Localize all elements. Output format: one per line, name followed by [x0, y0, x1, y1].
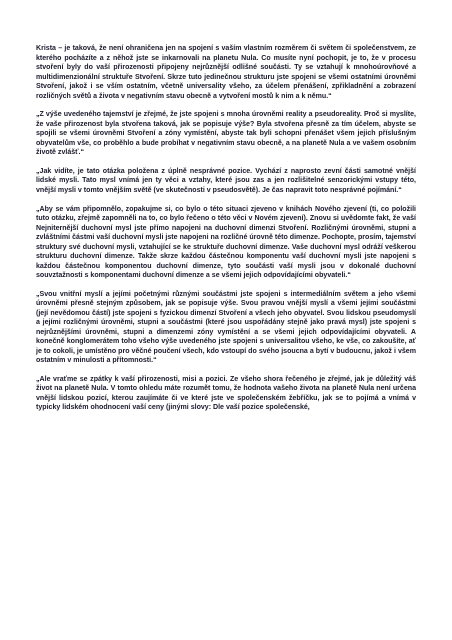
paragraph-2: „Z výše uvedeného tajemství je zřejmé, že jste spojeni s mnoha úrovněmi reality a pseudoreality. Proč si myslíte, že vaše přirozenost byla stvořena taková, jak se popisuje výše? Byla stvořena přesně za tím účelem, abyste se spojili se všemi úrovněmi Stvoření a zóny vymístění, abyste tak byli schopni přenášet všem jejich příslušným obyvatelům vše, co proběhlo a bude probíhat v negativním stavu obecně, a na planetě Nula a ve vašem osobním životě zvlášť.“	[36, 111, 416, 157]
paragraph-4: „Aby se vám připomnělo, zopakujme si, co bylo o této situaci zjeveno v knihách Nového zjevení (ti, co položili tuto otázku, zřejmě zapomněli na to, co bylo řečeno o této věci v Novém zjevení). Znovu si uvědomte fakt, že vaší Nejniternější duchovní mysl jste přímo napojeni na duchovní dimenzi Stvoření. Rozličnými úrovněmi, stupni a zvláštními částmi vaší duchovní mysli jste napojeni na rozličné úrovně této dimenze. Pochopte, prosím, tajemství struktury své duchovní mysli, vztahující se ke struktuře duchovní dimenze. Vaše duchovní mysl odráží veškerou strukturu duchovní dimenze. Takže skrze každou částečnou komponentu vaší duchovní mysli jste napojeni s každou částečnou komponentou duchovní dimenze, tyto součásti vaší mysli jsou v dokonalé duchovní souvztažnosti s komponentami duchovní dimenze a se všemi jejich odpovídajícími obyvateli.“	[36, 205, 416, 280]
document-page	[36, 44, 416, 422]
paragraph-5: „Svou vnitřní myslí a jejími početnými různými součástmi jste spojeni s intermediálním světem a jeho všemi úrovněmi přesně stejným způsobem, jak se popisuje výše. Svou pravou vnější myslí a všemi jejími součástmi (její nevědomou částí) jste spojeni s fyzickou dimenzí Stvoření a všech jeho obyvatel. Svou lidskou pseudomyslí a jejími rozličnými úrovněmi, stupni a součástmi (které jsou uspořádány stejně jako pravá mysl) jste spojeni s nejrůznějšími úrovněmi, stupni a dimenzemi zóny vymístění a se všemi jejich odpovídajícími obyvateli. A konečně konglomerátem toho všeho výše uvedeného jste spojeni s universalitou všeho, ke vše, co zakoušíte, ať je to cokoli, je umístěno pro věčné poučení všech, kdo vstoupí do svého jsoucna a bytí v budoucnu, jakož i všem ostatním v minulosti a přítomnosti.“	[36, 290, 416, 365]
paragraph-3: „Jak vidíte, je tato otázka položena z úplně nesprávné pozice. Vychází z naprosto zevní části samotné vnější lidské mysli. Tato mysl vnímá jen ty věci a vztahy, které jsou zas a jen rozlišitelné senzorickými vstupy této, vnější mysli v tomto vnějším světě (ve skutečnosti v pseudosvětě). Je čas napravit toto nesprávné pojímání.“	[36, 167, 416, 194]
paragraph-1: Krista – je taková, že není ohraničena jen na spojení s vaším vlastním rozměrem či světem či společenstvem, ze kterého pocházíte a z něhož jste se inkarnovali na planetu Nula. Co musíte nyní pochopit, je to, že v procesu stvoření byly do vaší přirozenosti připojeny nejrůznější odlišné součásti. Ty se vztahují k mnohoúrovňové a multidimenzionální struktuře Stvoření. Skrze tuto jedinečnou strukturu jste spojeni se všemi ostatními úrovněmi Stvoření, jakož i se vším ostatním, včetně universality všeho, za účelem přenášení, zpřikladnění a zobrazení rozličných světů a života v negativním stavu obecně a vytvoření mostů k nim a k němu.“	[36, 45, 416, 100]
paragraph-6: „Ale vraťme se zpátky k vaší přirozenosti, misi a pozici. Ze všeho shora řečeného je zřejmé, jak je důležitý váš život na planetě Nula. V tomto ohledu máte rozumět tomu, že hodnota vašeho života na planetě Nula není určena vnější lidskou pozicí, kterou zaujímáte či ve které jste ve společenském žebříčku, jak se to pojímá a vnímá v typicky lidském ohodnocení vaší ceny (jinými slovy: Dle vaší pozice společenské,	[36, 375, 416, 412]
